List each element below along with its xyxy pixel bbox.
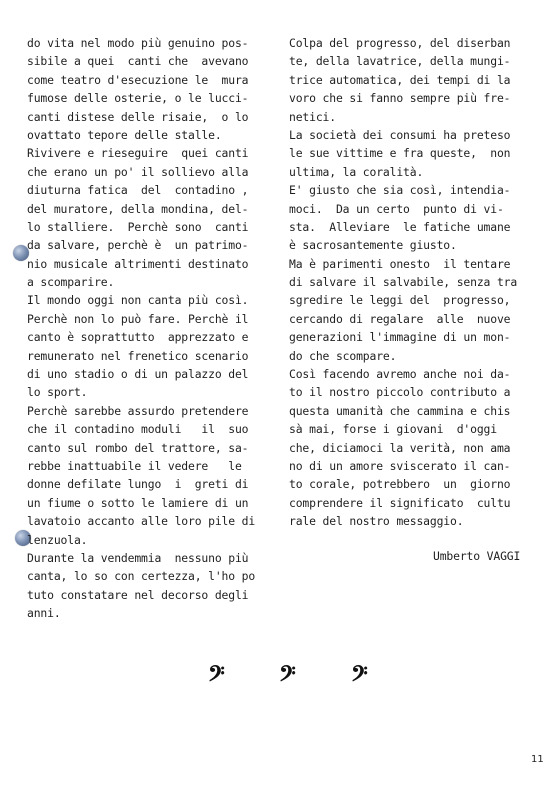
- text-line: diuturna fatica del contadino ,: [27, 183, 249, 198]
- text-line: lo stalliere. Perchè sono canti: [27, 219, 249, 234]
- text-line: lenzuola.: [27, 532, 88, 547]
- text-line: canta, lo so con certezza, l'ho po: [27, 569, 256, 584]
- text-line: da salvare, perchè è un patrimo-: [27, 238, 249, 253]
- text-line: Così facendo avremo anche noi da-: [289, 367, 511, 382]
- text-line: nio musicale altrimenti destinato: [27, 256, 249, 271]
- text-line: Il mondo oggi non canta più così.: [27, 293, 249, 308]
- text-line: do vita nel modo più genuino pos-: [27, 36, 249, 50]
- text-line: canto sul rombo del trattore, sa-: [27, 440, 249, 455]
- text-line: E' giusto che sia così, intendia-: [289, 183, 511, 198]
- text-line: le sue vittime e fra queste, non: [289, 146, 511, 161]
- text-line: comprendere il significato cultu: [289, 495, 511, 510]
- text-line: Ma è parimenti onesto il tentare: [289, 256, 511, 271]
- text-line: ovattato tepore delle stalle.: [27, 127, 222, 142]
- left-text-column: [27, 34, 279, 623]
- text-line: cercando di regalare alle nuove: [289, 311, 511, 326]
- text-line: tuto constatare nel decorso degli: [27, 587, 249, 602]
- text-line: rale del nostro messaggio.: [289, 514, 464, 529]
- text-line: che, diciamoci la verità, non ama: [289, 440, 511, 455]
- text-line: sta. Alleviare le fatiche umane: [289, 219, 511, 234]
- text-line: di salvare il salvabile, senza tra: [289, 275, 518, 290]
- text-line: questa umanità che cammina e chis: [289, 403, 511, 418]
- text-line: del muratore, della mondina, del-: [27, 201, 249, 216]
- text-line: rebbe inattuabile il vedere le: [27, 458, 242, 473]
- text-line: è sacrosantemente giusto.: [289, 238, 457, 253]
- text-line: Perchè sarebbe assurdo pretendere: [27, 403, 249, 418]
- text-line: to il nostro piccolo contributo a: [289, 385, 511, 400]
- author-signature: Umberto VAGGI: [433, 549, 521, 563]
- text-line: trice automatica, dei tempi di la: [289, 72, 511, 87]
- text-line: un fiume o sotto le lamiere di un: [27, 495, 249, 510]
- text-line: te, della lavatrice, della mungi-: [289, 54, 511, 69]
- bass-clef-icon: 𝄢: [279, 662, 296, 692]
- text-line: Perchè non lo può fare. Perchè il: [27, 311, 249, 326]
- text-line: Rivivere e rieseguire quei canti: [27, 146, 249, 161]
- text-line: lavatoio accanto alle loro pile di: [27, 514, 256, 529]
- text-line: a scomparire.: [27, 275, 115, 290]
- text-line: come teatro d'esecuzione le mura: [27, 72, 249, 87]
- text-line: remunerato nel frenetico scenario: [27, 348, 249, 363]
- text-line: anni.: [27, 606, 61, 621]
- text-line: che il contadino moduli il suo: [27, 422, 249, 437]
- text-line: lo sport.: [27, 385, 88, 400]
- page-number: 11: [531, 754, 544, 765]
- text-line: di uno stadio o di un palazzo del: [27, 367, 249, 382]
- text-line: do che scompare.: [289, 348, 397, 363]
- clef-ornament-row: [0, 664, 560, 694]
- bass-clef-icon: 𝄢: [208, 662, 225, 692]
- text-line: no di un amore sviscerato il can-: [289, 458, 511, 473]
- text-line: Colpa del progresso, del diserban: [289, 36, 511, 50]
- text-line: voro che si fanno sempre più fre-: [289, 91, 511, 106]
- text-line: generazioni l'immagine di un mon-: [289, 330, 511, 345]
- text-line: La società dei consumi ha preteso: [289, 127, 511, 142]
- text-line: fumose delle osterie, o le lucci-: [27, 91, 249, 106]
- text-line: Durante la vendemmia nessuno più: [27, 550, 249, 565]
- text-line: donne defilate lungo i greti di: [27, 477, 249, 492]
- text-line: canto è soprattutto apprezzato e: [27, 330, 249, 345]
- right-text-column: [289, 34, 539, 531]
- text-line: to corale, potrebbero un giorno: [289, 477, 511, 492]
- text-line: netici.: [289, 109, 336, 124]
- text-line: sgredire le leggi del progresso,: [289, 293, 511, 308]
- text-line: moci. Da un certo punto di vi-: [289, 201, 504, 216]
- text-line: ultima, la coralità.: [289, 164, 424, 179]
- text-line: sibile a quei canti che avevano: [27, 54, 249, 69]
- text-line: canti distese delle risaie, o lo: [27, 109, 249, 124]
- bass-clef-icon: 𝄢: [351, 662, 368, 692]
- text-line: che erano un po' il sollievo alla: [27, 164, 249, 179]
- text-line: sà mai, forse i giovani d'oggi: [289, 422, 497, 437]
